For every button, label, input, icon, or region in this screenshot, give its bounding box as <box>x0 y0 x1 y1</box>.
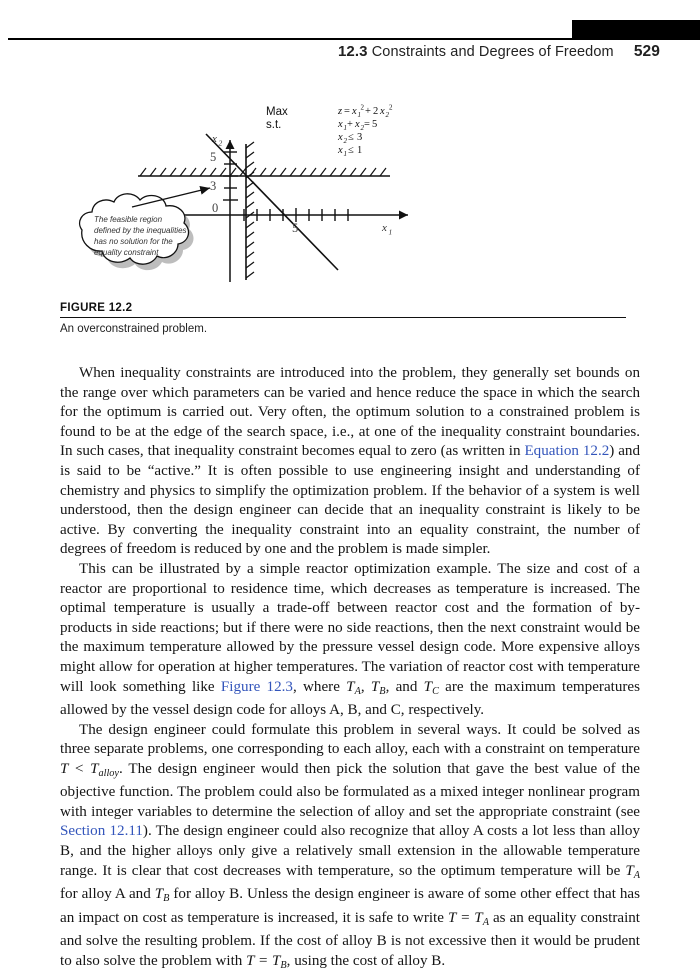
p2-part-b: , where <box>292 678 347 695</box>
symbol-t-c: T <box>423 678 433 695</box>
body-text-column <box>60 364 640 975</box>
p2-sep-1: , <box>360 678 371 695</box>
p3-part-b: . The design engineer would then pick the solution that gave the best value of the objective function. The problem could also be formulated as a mixed integer nonlinear program with integer variables to determine the selection of alloy and set the appropriate constraint (see <box>60 760 640 820</box>
math-t-a-sub: A <box>633 869 640 881</box>
p3-part-f: as an equality constraint and solve the resulting problem. If the cost of alloy B is not excessive then it would be prudent to also solve the problem with <box>60 909 641 969</box>
caption-rule <box>60 317 626 318</box>
svg-text:z: z <box>338 106 343 117</box>
svg-text:5: 5 <box>372 119 378 130</box>
svg-text:1: 1 <box>357 145 363 156</box>
symbol-t-a: T <box>346 678 355 695</box>
p2-part-a: This can be illustrated by a simple reactor optimization example. The size and cost of a reactor are proportional to residence time, which decreases as temperature is increased. The optimal temperature is usually a trade-off between reactor cost and the formation of by-products in side reactions; but if there were no side reactions, then the next constraint would be the maximum temperature allowed by the pressure vessel design code. More expensive alloys might allow for operation at higher temperatures. The variation of reactor cost with temperature will look something like <box>60 560 640 695</box>
svg-text:≤: ≤ <box>348 145 354 156</box>
callout-line-2: defined by the inequalities <box>94 226 187 235</box>
constraint-equation-3 <box>337 145 362 158</box>
svg-text:x: x <box>355 119 360 130</box>
symbol-t-b: T <box>370 678 380 695</box>
link-figure-12-3[interactable]: Figure 12.3 <box>220 678 293 695</box>
equality-constraint-line <box>206 134 338 270</box>
svg-text:+: + <box>365 106 371 117</box>
svg-text:x: x <box>352 106 357 117</box>
p1-part-a: When inequality constraints are introduced into the problem, they generally set bounds on the range over which parameters can be varied and hence reduce the space in which the search for the optimum is carried out. Very often, the optimum solution to a constrained problem is found to be at the edge of the search space, i.e., at one of the inequality constraint boundaries. In such cases, that inequality constraint becomes equal to zero (as written in <box>60 365 640 460</box>
svg-text:2: 2 <box>385 111 389 119</box>
paragraph-2 <box>60 560 640 721</box>
subject-to-keyword: s.t. <box>266 119 282 131</box>
y-tick-label-0: 0 <box>212 201 219 215</box>
page-number: 529 <box>633 43 660 60</box>
constraint-line-x1-le-1 <box>246 142 254 280</box>
p3-part-e: for alloy B. Unless the design engineer is aware of some other effect that has an impact on cost as temperature is increased, it is safe to write <box>60 886 640 926</box>
page-header-area <box>0 0 700 46</box>
x-axis-label: x <box>382 222 387 234</box>
constraint-equation-1 <box>337 119 377 132</box>
math-t-eq-t-a: T = T <box>447 909 483 926</box>
constraint-line-x2-le-3 <box>138 168 390 176</box>
svg-text:3: 3 <box>357 132 363 143</box>
svg-text:+: + <box>347 119 353 130</box>
svg-text:x: x <box>338 119 343 130</box>
p2-sep-2: , and <box>385 678 424 695</box>
running-head <box>40 43 660 67</box>
math-t-eq-t-a-sub: A <box>482 916 489 928</box>
svg-text:2: 2 <box>389 103 393 112</box>
svg-text:≤: ≤ <box>348 132 354 143</box>
svg-text:x: x <box>380 106 385 117</box>
math-t-eq-t-b: T = T <box>246 952 281 969</box>
math-t-a: T <box>625 862 634 879</box>
math-t-b-sub: B <box>163 892 170 904</box>
figure-12-2-graphic <box>60 92 640 300</box>
y-tick-label-3: 3 <box>210 179 217 193</box>
svg-text:x: x <box>338 132 343 143</box>
svg-text:2: 2 <box>373 106 379 117</box>
figure-label: FIGURE 12.2 <box>60 302 133 314</box>
paragraph-3 <box>60 721 640 975</box>
y-axis-label-sub: 2 <box>218 138 223 148</box>
y-axis-label: x <box>212 133 217 145</box>
p1-part-b: ) and is said to be “active.” It is often possible to use engineering insight and understanding of chemistry and physics to simplify the optimization problem. If the behavior of a system is well understood, then the design engineer can decide that an inequality constraint is likely to be active. By converting the inequality constraint into an equality constraint, the number of degrees of freedom is reduced by one and the problem is made simpler. <box>60 443 641 558</box>
constraint-equation-2 <box>337 132 362 145</box>
p3-part-d: for alloy A and <box>60 886 155 903</box>
math-t-b: T <box>154 886 164 903</box>
symbol-t-a-sub: A <box>354 685 361 697</box>
figure-problem-statement <box>266 104 393 159</box>
paragraph-1 <box>60 364 640 560</box>
link-equation-12-2[interactable]: Equation 12.2 <box>524 443 610 460</box>
running-head-section-title: Constraints and Degrees of Freedom <box>371 44 614 60</box>
callout-line-4: equality constraint <box>94 248 159 257</box>
symbol-t-b-sub: B <box>379 685 386 697</box>
x-axis-label-sub: 1 <box>388 227 393 237</box>
objective-equation <box>337 104 393 120</box>
symbol-t-c-sub: C <box>432 685 439 697</box>
objective-keyword: Max <box>266 106 288 118</box>
p2-part-c: are the maximum temperatures allowed by the vessel design code for alloys A, B, and C, respectively. <box>60 678 640 718</box>
running-head-section-number: 12.3 <box>337 43 368 60</box>
math-t-eq-t-b-sub: B <box>280 959 287 971</box>
figure-caption-block <box>60 302 626 335</box>
svg-text:1: 1 <box>343 150 347 158</box>
figure-caption-text: An overconstrained problem. <box>60 323 208 336</box>
svg-text:2: 2 <box>343 137 347 145</box>
p3-part-g: , using the cost of alloy B. <box>286 952 446 969</box>
math-t-alloy-sub: alloy <box>98 767 119 779</box>
callout-line-3: has no solution for the <box>94 237 173 246</box>
svg-text:1: 1 <box>357 111 361 119</box>
x-tick-label-5: 5 <box>292 221 299 235</box>
svg-text:=: = <box>364 119 370 130</box>
link-section-12-11[interactable]: Section 12.11 <box>60 823 143 840</box>
svg-text:1: 1 <box>343 124 347 132</box>
p3-part-a: The design engineer could formulate this problem in several ways. It could be solved as three separate problems, one corresponding to each alloy, each with a constraint on temperature <box>60 721 640 758</box>
svg-text:x: x <box>338 145 343 156</box>
p3-part-c: ). The design engineer could also recognize that alloy A costs a lot less than alloy B, and the higher alloys only give a relatively small extension in the allowable temperature range. It is clear that cost decreases with temperature, so the optimum temperature will be <box>60 823 640 879</box>
callout-line-1: The feasible region <box>94 215 163 224</box>
page-corner-tab <box>572 20 700 40</box>
svg-text:2: 2 <box>360 103 364 112</box>
y-tick-label-5: 5 <box>210 150 217 164</box>
svg-text:=: = <box>344 106 350 117</box>
svg-text:2: 2 <box>360 124 364 132</box>
math-t-lt-t-alloy: T < T <box>60 760 99 777</box>
